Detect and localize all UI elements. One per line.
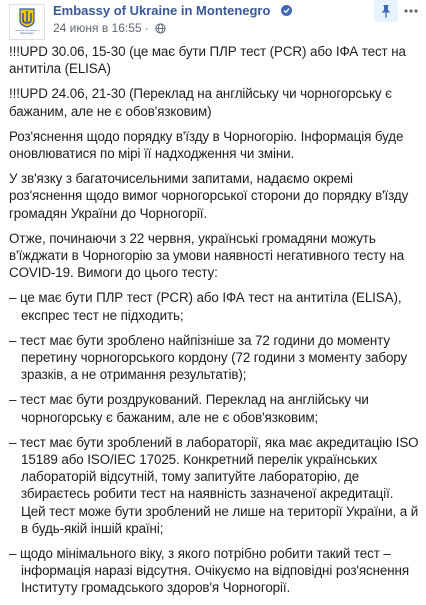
more-options-button[interactable] bbox=[400, 1, 422, 21]
page-avatar[interactable] bbox=[9, 4, 45, 40]
post-paragraph: Отже, починаючи з 22 червня, українські громадяни можуть в'їжджати в Чорногорію за умови наявності негативного тесту на COVID-19. Вимоги до цього тесту: bbox=[9, 230, 405, 281]
pin-button[interactable] bbox=[374, 0, 398, 22]
ukraine-trident-icon bbox=[19, 8, 35, 28]
post-paragraph: У зв'язку з багаточисельними запитами, надаємо окремі роз'яснення щодо вимог чорногорської сторони до порядку в'їзду громадян України до Чорногорії. bbox=[9, 171, 409, 221]
requirement-item: – тест має бути роздрукований. Переклад на англійську чи чорногорську є бажаним, але не є обов'язковим; bbox=[9, 392, 369, 425]
post-date-link[interactable]: 24 июня в 16:55 bbox=[53, 21, 142, 35]
globe-icon[interactable] bbox=[155, 23, 166, 34]
post-paragraph: Роз'яснення щодо порядку в'їзду в Чорногорію. Інформація буде оновлюватися по мірі її надходження чи зміни. bbox=[9, 128, 404, 162]
update-line: !!!UPD 24.06, 21-30 (Переклад на англійську чи чорногорську є бажаним, але не є обов'язковим) bbox=[9, 86, 392, 119]
requirement-item: – це має бути ПЛР тест (PCR) або ІФА тест на антитіла (ELISA), експрес тест не підходить; bbox=[9, 290, 402, 323]
update-line: !!!UPD 30.06, 15-30 (це має бути ПЛР тест (PCR) або ІФА тест на антитіла (ELISA) bbox=[9, 44, 406, 77]
post-body bbox=[9, 43, 419, 605]
avatar-caption: Ukrainian Embassy in Montenegro bbox=[14, 30, 40, 35]
verified-check-icon bbox=[281, 5, 292, 16]
post-meta bbox=[53, 21, 166, 37]
requirement-item: – щодо мінімального віку, з якого потрібно робити такий тест – інформація наразі відсутня. Очікуємо на відповідні роз'яснення Інституту громадського здоров'я Чорногорії. bbox=[9, 546, 409, 596]
meta-separator: · bbox=[144, 21, 149, 35]
more-options-icon bbox=[404, 9, 418, 13]
pin-icon bbox=[380, 4, 392, 18]
post-header bbox=[0, 0, 426, 44]
page-name-link[interactable]: Embassy of Ukraine in Montenegro bbox=[53, 3, 271, 18]
requirement-item: – тест має бути зроблено найпізніше за 72 години до моменту перетину чорногорського кордону (72 години з моменту забору зразків, а не отримання результатів); bbox=[9, 332, 408, 383]
requirement-item: – тест має бути зроблений в лабораторії, яка має акредитацію ISO 15189 або ISO/IEC 17025. Конкретний перелік українських лабораторій відсутній, тому запитуйте лабораторію, де збираєтесь робити тест на наявність зазначеної акредитації. Цей тест може бути зроблений не лише на території України, а й в будь-якій іншій країні; bbox=[9, 434, 419, 536]
